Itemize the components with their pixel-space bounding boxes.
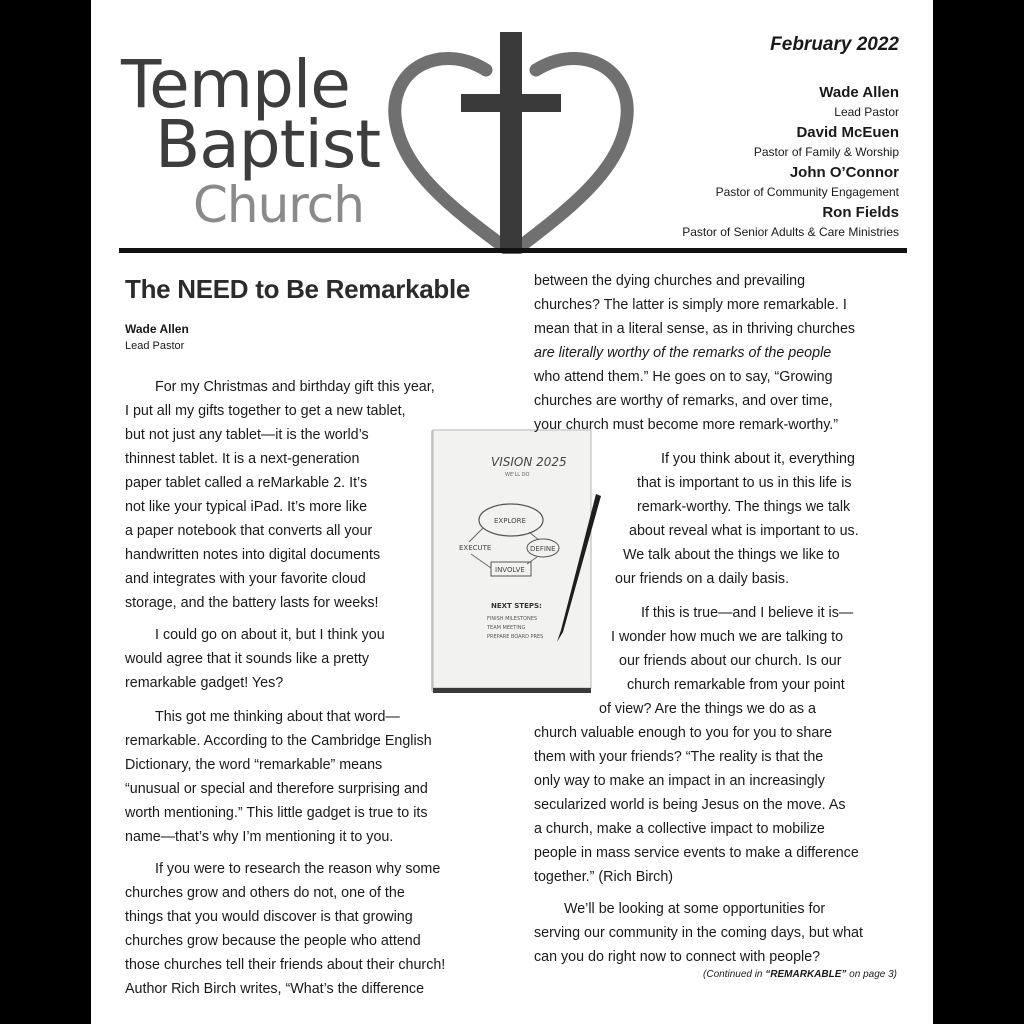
body-line: mean that in a literal sense, as in thriving churches — [534, 321, 856, 337]
body-line: remark-worthy. The things we talk — [637, 499, 851, 515]
body-line: our friends on a daily basis. — [615, 571, 790, 587]
body-line: who attend them.” He goes on to say, “Growing — [534, 369, 833, 385]
staff-name-1: Wade Allen — [819, 84, 899, 101]
byline-name: Wade Allen — [125, 322, 189, 336]
issue-date: February 2022 — [770, 34, 899, 55]
body-line: can you do right now to connect with people? — [534, 949, 821, 965]
body-line: and integrates with your favorite cloud — [125, 571, 366, 587]
tablet-step-3: PREPARE BOARD PRES — [487, 634, 544, 640]
tablet-node-define: DEFINE — [530, 545, 556, 553]
body-line: between the dying churches and prevailing — [534, 273, 806, 289]
continued-suffix: on page 3) — [846, 969, 897, 980]
body-line: I could go on about it, but I think you — [155, 627, 385, 643]
body-line: about reveal what is important to us. — [629, 523, 859, 539]
body-line: church remarkable from your point — [627, 677, 845, 693]
body-line: together.” (Rich Birch) — [534, 869, 674, 885]
body-line: churches? The latter is simply more remarkable. I — [534, 297, 847, 313]
continued-label: “REMARKABLE” — [765, 969, 847, 980]
staff-title-1: Lead Pastor — [834, 105, 899, 119]
body-line: remarkable gadget! Yes? — [125, 675, 284, 691]
tablet-node-explore: EXPLORE — [494, 517, 526, 525]
body-line: serving our community in the coming days, but what — [534, 925, 863, 941]
body-line: secularized world is being Jesus on the move. As — [534, 797, 846, 813]
body-line: We’ll be looking at some opportunities for — [564, 901, 826, 917]
body-line: storage, and the battery lasts for weeks! — [125, 595, 379, 611]
body-line: For my Christmas and birthday gift this year, — [155, 379, 435, 395]
body-line: churches grow and others do not, one of the — [125, 885, 405, 901]
body-line: those churches tell their friends about their church! — [125, 957, 446, 973]
tablet-node-involve: INVOLVE — [495, 566, 525, 574]
body-line: church valuable enough to you for you to share — [534, 725, 833, 741]
logo-word-church: Church — [193, 176, 364, 234]
body-line: your church must become more remark-worthy.” — [534, 417, 839, 433]
newsletter-page — [91, 0, 933, 1024]
heart-cross-icon — [381, 28, 641, 254]
body-line: If you think about it, everything — [661, 451, 855, 467]
staff-name-3: John O’Connor — [789, 164, 899, 181]
tablet-subtitle: WE'LL DO — [505, 472, 530, 478]
body-line: Dictionary, the word “remarkable” means — [125, 757, 383, 773]
logo-word-temple: Temple — [121, 46, 350, 123]
tablet-steps-title: NEXT STEPS: — [491, 602, 542, 610]
body-line: If this is true—and I believe it is— — [641, 605, 854, 621]
tablet-step-2: TEAM MEETING — [487, 625, 526, 631]
body-line: only way to make an impact in an increasingly — [534, 773, 825, 789]
body-line: them with your friends? “The reality is that the — [534, 749, 824, 765]
body-line: not like your typical iPad. It’s more like — [125, 499, 368, 515]
body-line: thinnest tablet. It is a next-generation — [125, 451, 360, 467]
body-line: churches grow because the people who attend — [125, 933, 421, 949]
remarkable-tablet-image — [387, 424, 633, 696]
continued-prefix: (Continued in — [703, 969, 766, 980]
body-line: people in mass service events to make a difference — [534, 845, 859, 861]
body-line: things that you would discover is that growing — [125, 909, 413, 925]
staff-title-3: Pastor of Community Engagement — [715, 185, 899, 199]
tablet-step-1: FINISH MILESTONES — [487, 616, 538, 622]
tablet-title: VISION 2025 — [491, 455, 567, 469]
body-line: handwritten notes into digital documents — [125, 547, 381, 563]
continued-note — [703, 969, 897, 980]
masthead-divider — [119, 248, 907, 253]
staff-title-4: Pastor of Senior Adults & Care Ministries — [682, 225, 899, 239]
body-line: This got me thinking about that word— — [155, 709, 400, 725]
staff-name-4: Ron Fields — [822, 204, 899, 221]
logo-word-baptist: Baptist — [155, 106, 381, 183]
body-line: would agree that it sounds like a pretty — [125, 651, 369, 667]
tablet-node-execute: EXECUTE — [459, 544, 492, 552]
staff-title-2: Pastor of Family & Worship — [753, 145, 899, 159]
body-line: worth mentioning.” This little gadget is true to its — [125, 805, 428, 821]
body-line: remarkable. According to the Cambridge English — [125, 733, 432, 749]
body-line: a paper notebook that converts all your — [125, 523, 373, 539]
staff-name-2: David McEuen — [796, 124, 899, 141]
body-line: a church, make a collective impact to mobilize — [534, 821, 825, 837]
body-line: paper tablet called a reMarkable 2. It’s — [125, 475, 368, 491]
body-line: I wonder how much we are talking to — [611, 629, 844, 645]
body-line: of view? Are the things we do as a — [599, 701, 816, 717]
body-line: If you were to research the reason why some — [155, 861, 441, 877]
body-line: are literally worthy of the remarks of the people — [534, 345, 832, 361]
article-headline: The NEED to Be Remarkable — [125, 274, 471, 304]
byline-title: Lead Pastor — [125, 340, 185, 352]
body-line: churches are worthy of remarks, and over time, — [534, 393, 833, 409]
body-line: Author Rich Birch writes, “What’s the difference — [125, 981, 425, 997]
body-line: but not just any tablet—it is the world’s — [125, 427, 369, 443]
body-line: I put all my gifts together to get a new tablet, — [125, 403, 406, 419]
body-line: name—that’s why I’m mentioning it to you. — [125, 829, 394, 845]
body-line: our friends about our church. Is our — [619, 653, 842, 669]
body-line: that is important to us in this life is — [637, 475, 852, 491]
body-line: We talk about the things we like to — [623, 547, 840, 563]
body-line: “unusual or special and therefore surprising and — [125, 781, 428, 797]
